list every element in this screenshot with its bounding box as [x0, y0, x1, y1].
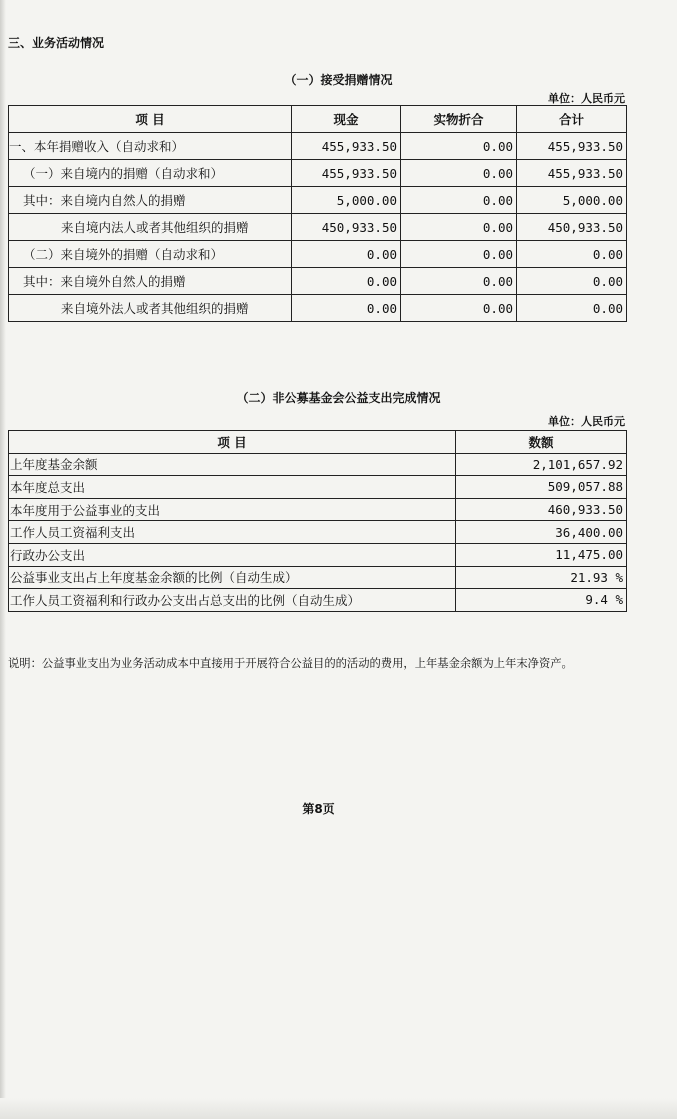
row-total: 0.00	[517, 295, 627, 322]
donations-unit: 单位：人民币元	[548, 92, 625, 105]
footnote: 说明：公益事业支出为业务活动成本中直接用于开展符合公益目的的活动的费用，上年基金余额为上年末净资产。	[8, 657, 573, 670]
row-cash: 450,933.50	[292, 214, 401, 241]
expenditure-unit: 单位：人民币元	[548, 415, 625, 428]
header-in-kind: 实物折合	[401, 106, 517, 133]
row-amount: 460,933.50	[456, 498, 627, 521]
row-total: 455,933.50	[517, 160, 627, 187]
table-row	[9, 476, 627, 499]
table-row	[9, 543, 627, 566]
row-cash: 0.00	[292, 241, 401, 268]
donations-table	[8, 105, 627, 322]
table-row	[9, 453, 627, 476]
row-label: 本年度总支出	[9, 476, 456, 499]
row-total: 455,933.50	[517, 133, 627, 160]
row-in-kind: 0.00	[401, 295, 517, 322]
row-total: 5,000.00	[517, 187, 627, 214]
row-cash: 455,933.50	[292, 160, 401, 187]
table-row	[9, 589, 627, 612]
row-cash: 0.00	[292, 268, 401, 295]
row-in-kind: 0.00	[401, 241, 517, 268]
row-label: 来自境外法人或者其他组织的捐赠	[9, 295, 292, 322]
scan-left-edge	[0, 0, 6, 1119]
row-in-kind: 0.00	[401, 133, 517, 160]
table-row	[9, 295, 627, 322]
row-total: 0.00	[517, 268, 627, 295]
table-row	[9, 241, 627, 268]
row-label: 上年度基金余额	[9, 453, 456, 476]
table-row	[9, 566, 627, 589]
row-in-kind: 0.00	[401, 214, 517, 241]
row-label: 其中：来自境外自然人的捐赠	[9, 268, 292, 295]
table-row	[9, 268, 627, 295]
row-in-kind: 0.00	[401, 160, 517, 187]
row-amount: 36,400.00	[456, 521, 627, 544]
header-cash: 现金	[292, 106, 401, 133]
row-amount: 21.93 %	[456, 566, 627, 589]
expenditure-table	[8, 430, 627, 612]
table-row	[9, 187, 627, 214]
table-row	[9, 498, 627, 521]
row-cash: 0.00	[292, 295, 401, 322]
section-title: 三、业务活动情况	[8, 36, 105, 50]
table-row	[9, 214, 627, 241]
table-row	[9, 160, 627, 187]
row-amount: 509,057.88	[456, 476, 627, 499]
page-number: 第8页	[302, 802, 335, 816]
header-total: 合计	[517, 106, 627, 133]
row-cash: 455,933.50	[292, 133, 401, 160]
row-label: 工作人员工资福利支出	[9, 521, 456, 544]
row-label: 工作人员工资福利和行政办公支出占总支出的比例（自动生成）	[9, 589, 456, 612]
row-label: 本年度用于公益事业的支出	[9, 498, 456, 521]
expenditure-table-title: （二）非公募基金会公益支出完成情况	[236, 391, 441, 405]
row-in-kind: 0.00	[401, 268, 517, 295]
row-label: 行政办公支出	[9, 543, 456, 566]
row-label: （二）来自境外的捐赠（自动求和）	[9, 241, 292, 268]
row-label: 来自境内法人或者其他组织的捐赠	[9, 214, 292, 241]
row-in-kind: 0.00	[401, 187, 517, 214]
header-amount: 数额	[456, 431, 627, 454]
row-label: 公益事业支出占上年度基金余额的比例（自动生成）	[9, 566, 456, 589]
row-label: 其中：来自境内自然人的捐赠	[9, 187, 292, 214]
table-row	[9, 133, 627, 160]
table-row	[9, 521, 627, 544]
donations-table-title: （一）接受捐赠情况	[284, 73, 393, 87]
row-total: 450,933.50	[517, 214, 627, 241]
row-amount: 11,475.00	[456, 543, 627, 566]
scan-bottom-edge	[0, 1098, 677, 1119]
row-total: 0.00	[517, 241, 627, 268]
row-label: （一）来自境内的捐赠（自动求和）	[9, 160, 292, 187]
row-cash: 5,000.00	[292, 187, 401, 214]
table-header-row	[9, 106, 627, 133]
row-label: 一、本年捐赠收入（自动求和）	[9, 133, 292, 160]
row-amount: 2,101,657.92	[456, 453, 627, 476]
header-item: 项 目	[9, 106, 292, 133]
header-item: 项 目	[9, 431, 456, 454]
table-header-row	[9, 431, 627, 454]
row-amount: 9.4 %	[456, 589, 627, 612]
